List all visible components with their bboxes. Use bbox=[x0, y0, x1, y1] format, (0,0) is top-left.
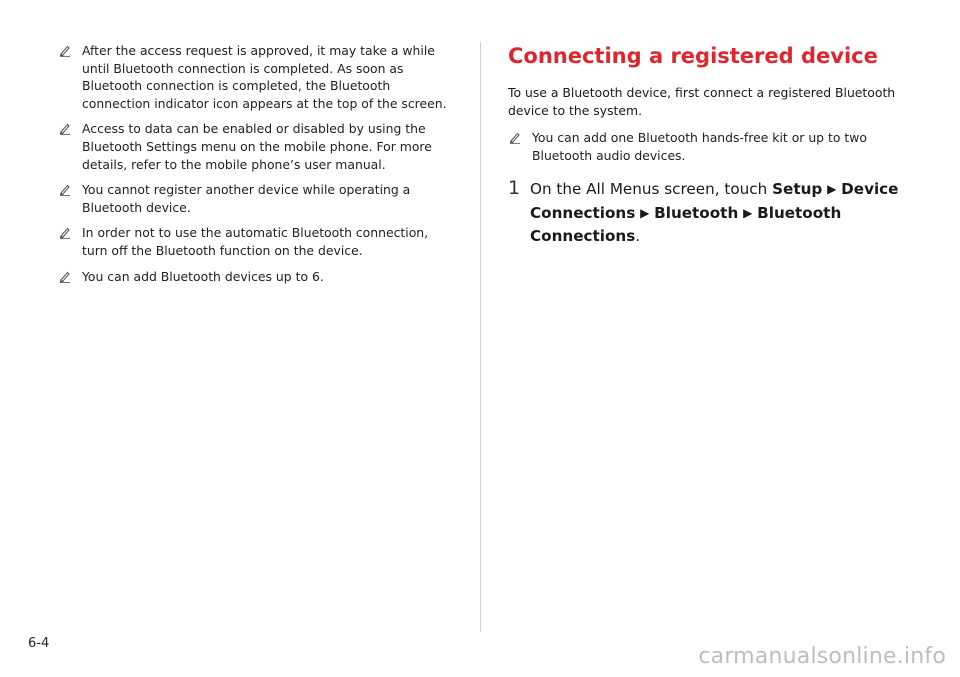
note-item bbox=[58, 120, 450, 173]
menu-path-bluetooth-connections: Bluetooth Connections bbox=[530, 203, 842, 246]
step-end: . bbox=[635, 227, 641, 246]
left-column bbox=[58, 42, 450, 293]
note-item bbox=[58, 224, 450, 259]
note-text: You cannot register another device while operating a Bluetooth device. bbox=[82, 182, 411, 215]
triangle-right-icon: ▶ bbox=[827, 182, 837, 197]
step-text: On the All Menus screen, touch bbox=[530, 180, 768, 199]
pencil-note-icon bbox=[58, 121, 72, 135]
pencil-note-icon bbox=[58, 269, 72, 283]
triangle-right-icon: ▶ bbox=[640, 205, 650, 220]
pencil-note-icon bbox=[58, 182, 72, 196]
menu-path-bluetooth: Bluetooth bbox=[654, 203, 739, 222]
pencil-note-icon bbox=[508, 130, 522, 144]
right-column bbox=[508, 42, 908, 249]
note-text: After the access request is approved, it may take a while until Bluetooth connection is completed. As soon as Bluetooth connection is completed, the Bluetooth connection indicator icon appears at the top of the screen. bbox=[82, 43, 447, 111]
triangle-right-icon: ▶ bbox=[743, 205, 753, 220]
step-1 bbox=[508, 178, 908, 249]
note-text: Access to data can be enabled or disabled by using the Bluetooth Settings menu on the mobile phone. For more details, refer to the mobile phone’s user manual. bbox=[82, 121, 432, 172]
menu-path-device-connections: Device Connections bbox=[530, 180, 899, 222]
page-number: 6-4 bbox=[28, 636, 50, 651]
step-number: 1 bbox=[508, 177, 521, 200]
note-text: You can add one Bluetooth hands-free kit or up to two Bluetooth audio devices. bbox=[532, 130, 867, 163]
watermark: carmanualsonline.info bbox=[698, 644, 946, 669]
note-item bbox=[508, 129, 908, 164]
note-text: In order not to use the automatic Bluetooth connection, turn off the Bluetooth function on the device. bbox=[82, 225, 429, 258]
pencil-note-icon bbox=[58, 225, 72, 239]
pencil-note-icon bbox=[58, 43, 72, 57]
note-text: You can add Bluetooth devices up to 6. bbox=[82, 268, 324, 284]
note-item bbox=[58, 268, 450, 286]
note-item bbox=[58, 181, 450, 216]
section-heading: Connecting a registered device bbox=[508, 44, 878, 68]
note-item bbox=[58, 42, 450, 112]
column-divider bbox=[480, 42, 481, 632]
section-intro: To use a Bluetooth device, first connect a registered Bluetooth device to the system. bbox=[508, 85, 896, 118]
menu-path-setup: Setup bbox=[772, 180, 823, 199]
